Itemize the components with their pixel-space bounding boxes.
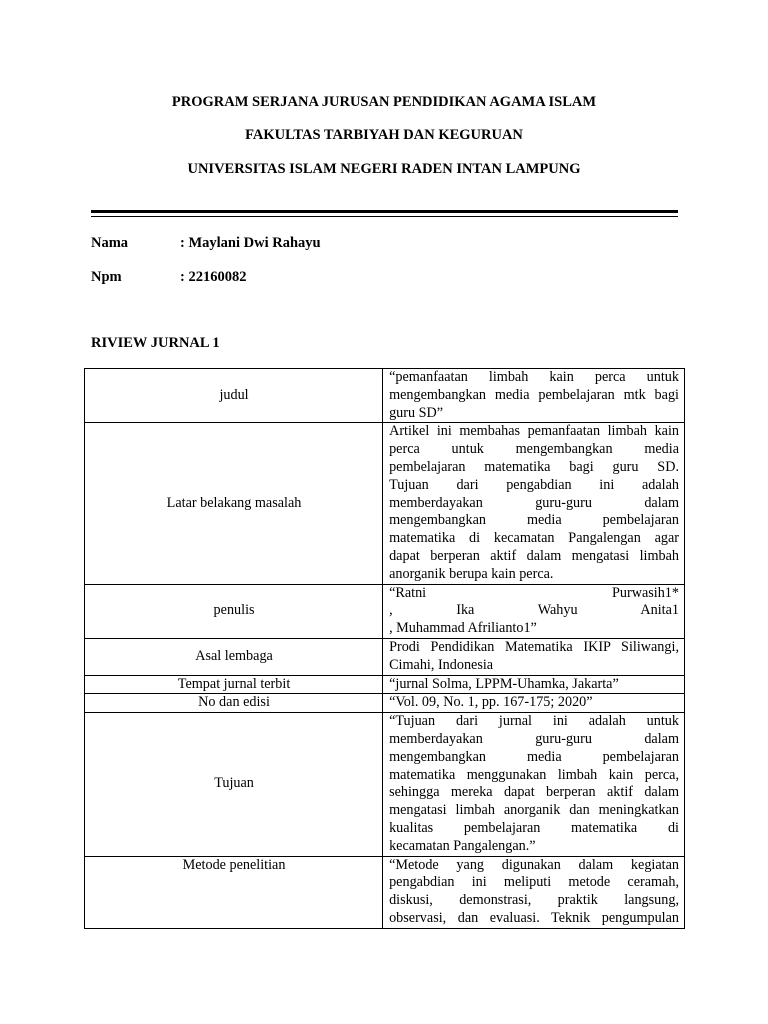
value-line: anorganik berupa kain perca. xyxy=(389,565,554,582)
row-value xyxy=(383,423,685,584)
header-program: PROGRAM SERJANA JURUSAN PENDIDIKAN AGAMA ISLAM xyxy=(171,94,597,110)
row-label: penulis xyxy=(85,584,383,638)
table-row xyxy=(85,675,685,694)
row-value xyxy=(383,369,685,423)
table-row xyxy=(85,638,685,675)
value-line: diskusi, demonstrasi, praktik langsung, xyxy=(389,892,679,909)
row-value xyxy=(383,675,685,694)
value-line: Cimahi, Indonesia xyxy=(389,656,494,673)
table-row xyxy=(85,423,685,584)
value-line: “Tujuan dari jurnal ini adalah untuk xyxy=(389,713,679,730)
row-value xyxy=(383,713,685,856)
value-line: “Metode yang digunakan dalam kegiatan xyxy=(389,856,679,873)
value-line: pengabdian ini meliputi metode ceramah, xyxy=(389,874,679,891)
value-line: Tujuan dari pengabdian ini adalah xyxy=(389,476,679,493)
value-line: mengembangkan media pembelajaran mtk bagi xyxy=(389,386,679,403)
value-line: “Vol. 09, No. 1, pp. 167-175; 2020” xyxy=(389,694,593,711)
value-line: dapat berperan aktif dalam mengatasi limbah xyxy=(389,547,679,564)
value-line: kualitas pembelajaran matematika di xyxy=(389,819,679,836)
table-row xyxy=(85,369,685,423)
value-line: , Muhammad Afrilianto1” xyxy=(389,620,537,637)
value-line: sehingga mereka dapat berperan aktif dalam xyxy=(389,784,679,801)
value-line: guru SD” xyxy=(389,404,444,421)
nama-value: : Maylani Dwi Rahayu xyxy=(180,235,321,251)
row-value xyxy=(383,584,685,638)
value-line: mengatasi limbah anorganik dan meningkatkan xyxy=(389,802,679,819)
row-label: Asal lembaga xyxy=(85,638,383,675)
row-label: judul xyxy=(85,369,383,423)
value-line: “jurnal Solma, LPPM-Uhamka, Jakarta” xyxy=(389,675,619,692)
value-line: kecamatan Pangalengan.” xyxy=(389,837,536,854)
row-label: Metode penelitian xyxy=(85,856,383,928)
row-value xyxy=(383,694,685,713)
table-row xyxy=(85,856,685,928)
nama-label: Nama xyxy=(91,235,129,251)
row-value xyxy=(383,856,685,928)
value-line: Prodi Pendidikan Matematika IKIP Siliwangi, xyxy=(389,638,679,655)
value-line: perca untuk mengembangkan media xyxy=(389,441,679,458)
npm-value: : 22160082 xyxy=(180,269,247,285)
value-line: pembelajaran matematika bagi guru SD. xyxy=(389,458,679,475)
row-value xyxy=(383,638,685,675)
header-university: UNIVERSITAS ISLAM NEGERI RADEN INTAN LAMPUNG xyxy=(187,161,581,177)
review-table-body xyxy=(85,369,685,929)
value-line: matematika menggunakan limbah kain perca, xyxy=(389,766,679,783)
review-title: RIVIEW JURNAL 1 xyxy=(91,335,220,351)
value-line: matematika di kecamatan Pangalengan agar xyxy=(389,530,679,547)
table-row xyxy=(85,713,685,856)
value-line: mengembangkan media pembelajaran xyxy=(389,512,679,529)
header-divider-thick xyxy=(91,210,678,213)
row-label: Tujuan xyxy=(85,713,383,856)
table-row xyxy=(85,584,685,638)
value-line: memberdayakan guru-guru dalam xyxy=(389,494,679,511)
review-table xyxy=(84,368,685,929)
npm-label: Npm xyxy=(91,269,122,285)
header-faculty: FAKULTAS TARBIYAH DAN KEGURUAN xyxy=(245,127,523,143)
row-label: No dan edisi xyxy=(85,694,383,713)
value-line: mengembangkan media pembelajaran xyxy=(389,748,679,765)
value-line: memberdayakan guru-guru dalam xyxy=(389,730,679,747)
row-label: Tempat jurnal terbit xyxy=(85,675,383,694)
header-divider-thin xyxy=(91,216,678,217)
value-line: “pemanfaatan limbah kain perca untuk xyxy=(389,369,679,385)
value-line: , Ika Wahyu Anita1 xyxy=(389,602,679,619)
value-line: observasi, dan evaluasi. Teknik pengumpulan xyxy=(389,909,679,926)
value-line: Artikel ini membahas pemanfaatan limbah kain xyxy=(389,423,679,440)
table-row xyxy=(85,694,685,713)
row-label: Latar belakang masalah xyxy=(85,423,383,584)
value-line: “Ratni Purwasih1* xyxy=(389,584,679,601)
